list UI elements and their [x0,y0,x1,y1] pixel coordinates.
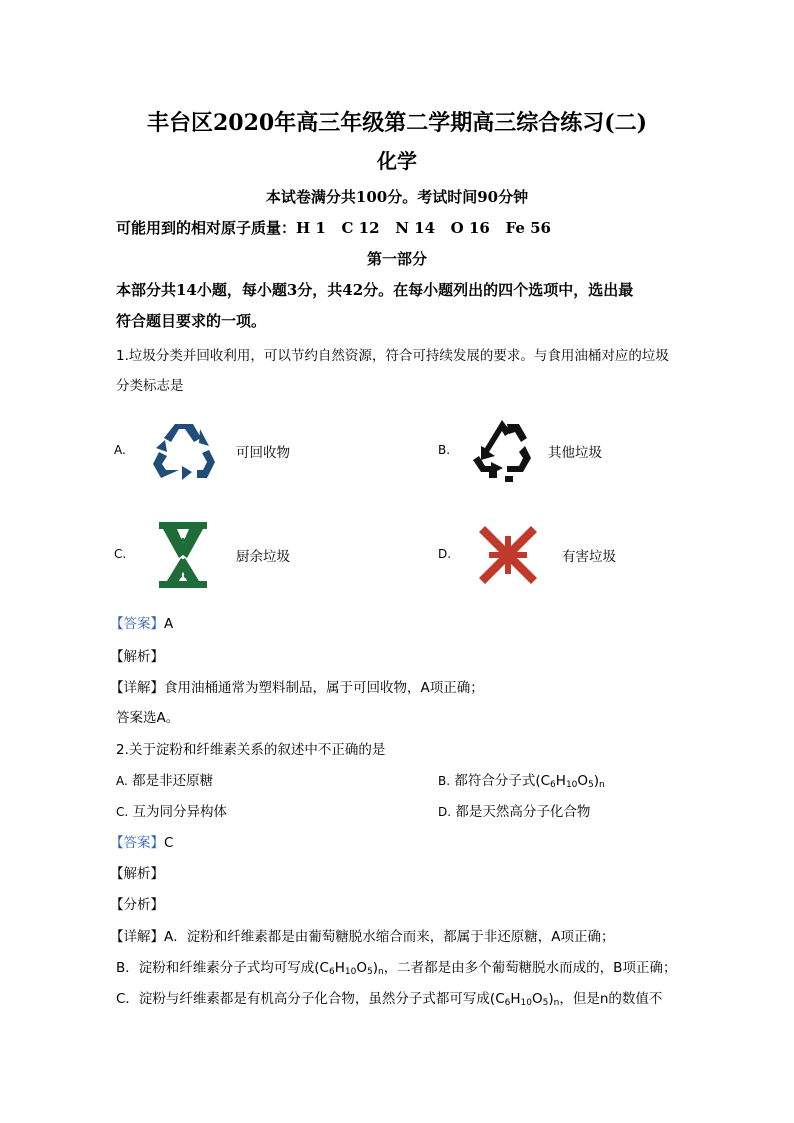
q2-stem: 2.关于淀粉和纤维素关系的叙述中不正确的是 [116,742,386,758]
part-desc-line2: 符合题目要求的一项。 [116,312,267,330]
q2-option-c: C. 互为同分异构体 [116,804,227,820]
q1-detail: 【详解】食用油桶通常为塑料制品，属于可回收物，A项正确； [110,680,484,696]
q1-stem-line1: 1.垃圾分类并回收利用，可以节约自然资源，符合可持续发展的要求。与食用油桶对应的垃圾 [116,348,669,364]
q1-analysis: 【解析】 [110,649,164,665]
q2-detail-b: B．淀粉和纤维素分子式均可写成$(C_6H_{10}O_5)_n$，二者都是由多个葡萄糖脱水而成的，B项正确； [116,960,677,977]
q1-stem-line2: 分类标志是 [116,378,184,394]
q2-option-b: B. 都符合分子式$(C_6H_{10}O_5)_n$ [438,773,605,790]
subject-title: 化学 [377,149,417,173]
q1-conclusion: 答案选A。 [116,710,180,726]
q1-option-a-letter: A. [114,443,126,457]
q2-detail-c: C．淀粉与纤维素都是有机高分子化合物，虽然分子式都可写成$(C_6H_{10}O_5)_n$，但是n的数值不 [116,991,663,1008]
q2-option-a: A. 都是非还原糖 [116,773,214,789]
q1-option-b-label: 其他垃圾 [548,445,602,461]
page-title: 丰台区2020年高三年级第二学期高三综合练习(二) [146,110,648,136]
q2-analysis: 【解析】 [110,866,164,882]
q1-option-c-letter: C. [114,547,127,561]
q1-option-d-letter: D. [438,547,452,561]
recycle-icon [149,420,219,484]
part-heading: 第一部分 [366,250,427,268]
q2-fenxi: 【分析】 [110,897,164,913]
kitchen-waste-icon [157,520,209,590]
q2-detail-a: 【详解】A．淀粉和纤维素都是由葡萄糖脱水缩合而来，都属于非还原糖，A项正确； [110,929,615,945]
other-waste-icon [469,418,535,484]
q2-option-d: D. 都是天然高分子化合物 [438,804,591,820]
atomic-masses: 可能用到的相对原子质量：H 1 C 12 N 14 O 16 Fe 56 [116,219,551,237]
q1-option-b-letter: B. [438,443,451,457]
q2-answer: 【答案】C [110,835,174,851]
part-desc-line1: 本部分共14小题，每小题3分，共42分。在每小题列出的四个选项中，选出最 [116,281,634,299]
q1-option-d-label: 有害垃圾 [562,549,616,565]
q1-answer: 【答案】A [110,616,174,632]
hazardous-icon [475,522,541,588]
exam-info: 本试卷满分共100分。考试时间90分钟 [265,188,529,206]
q1-option-c-label: 厨余垃圾 [236,549,290,565]
q1-option-a-label: 可回收物 [236,445,290,461]
